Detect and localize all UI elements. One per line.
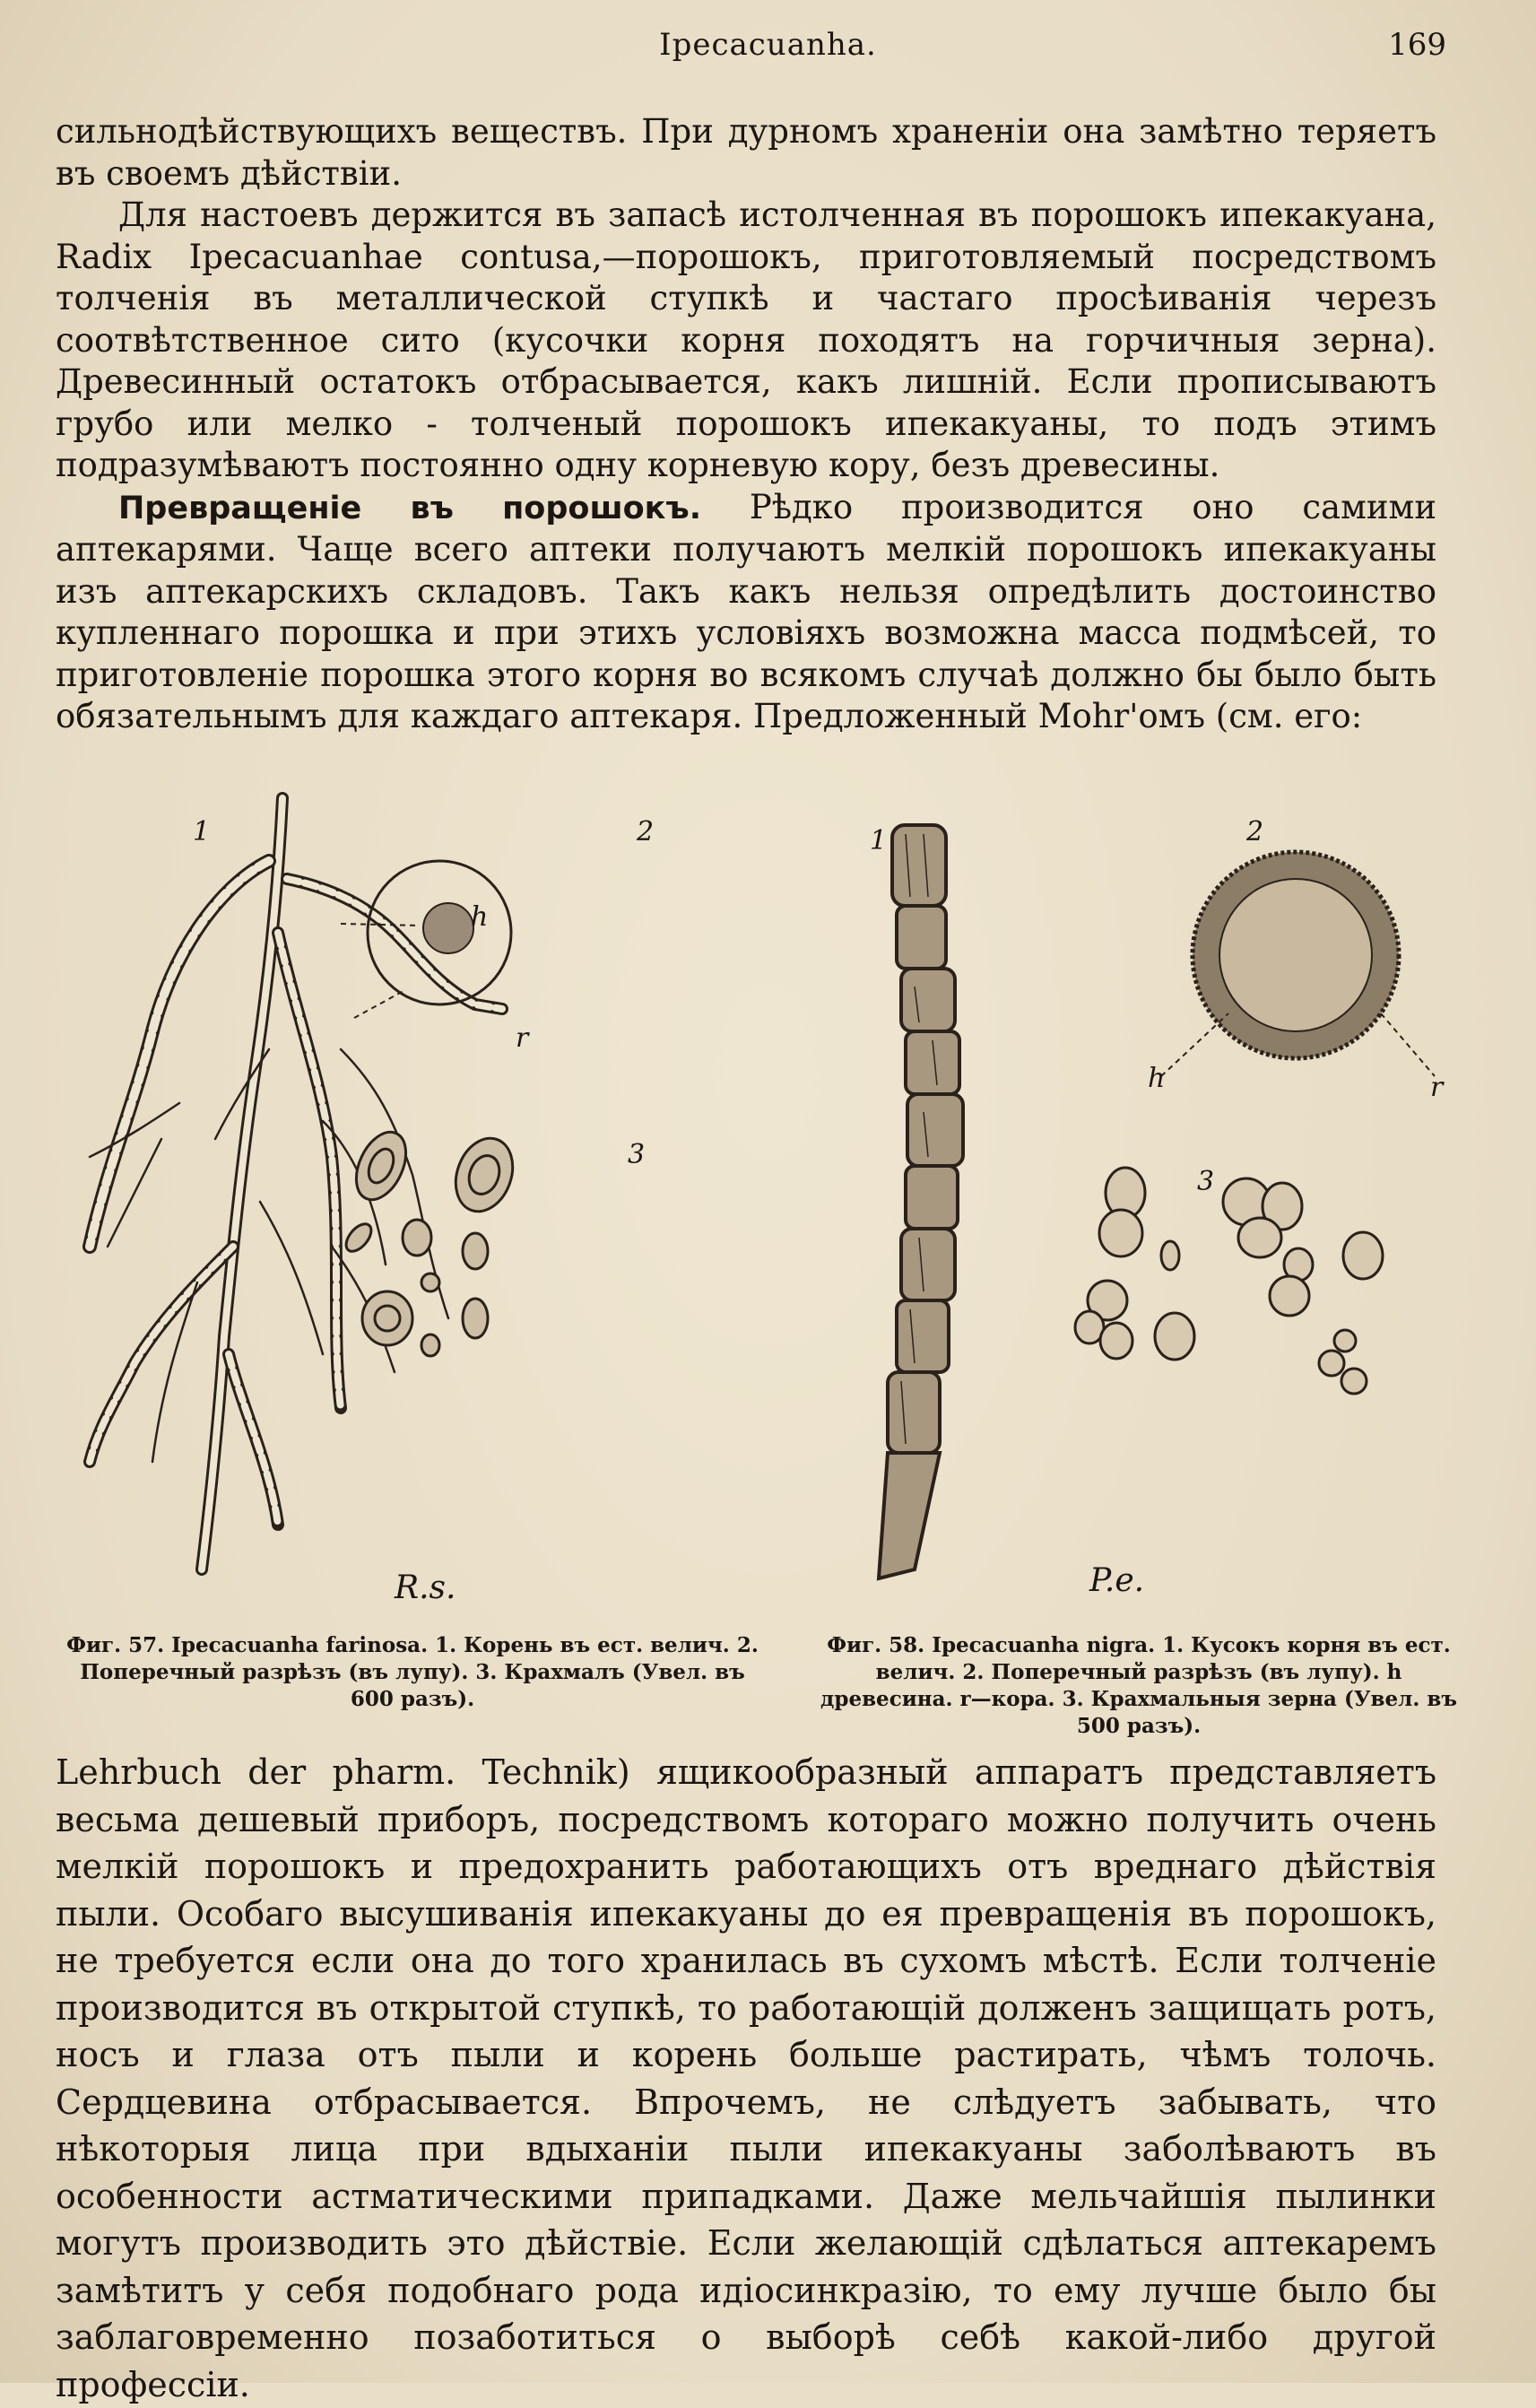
figure-58-illustration bbox=[807, 807, 1471, 1614]
figure-58 bbox=[807, 807, 1471, 1738]
fig58-label-2: 2 bbox=[1246, 816, 1264, 848]
figure-58-caption: Фиг. 58. Ipecacuanha nigra. 1. Кусокъ корня въ ест. велич. 2. Поперечный разрѣзъ (въ лупу). h древесина. r—кора. 3. Крахмальныя зерна (Увел. въ 500 разъ). bbox=[820, 1633, 1457, 1738]
paragraph-continuation: сильнодѣйствующихъ веществъ. При дурномъ храненіи она замѣтно теряетъ въ своемъ дѣйствіи. bbox=[56, 112, 1436, 193]
running-head bbox=[54, 20, 1482, 74]
figure-57-caption: Фиг. 57. Ipecacuanha farinosa. 1. Корень въ ест. велич. 2. Поперечный разрѣзъ (въ лупу). 3. Крахмалъ (Увел. въ 600 разъ). bbox=[66, 1633, 759, 1711]
running-title: Ipecacuanha. bbox=[659, 27, 877, 63]
fig57-label-3: 3 bbox=[628, 1139, 646, 1170]
fig57-label-h: h bbox=[471, 901, 489, 933]
fig58-label-h: h bbox=[1148, 1063, 1166, 1094]
fig57-engraver-signature: R.s. bbox=[395, 1569, 456, 1606]
fig57-label-2: 2 bbox=[637, 816, 655, 848]
fig57-label-1: 1 bbox=[193, 816, 211, 848]
bottom-text-block bbox=[56, 1749, 1436, 2408]
page-number: 169 bbox=[1388, 27, 1446, 63]
paragraph-infusions: Для настоевъ держится въ запасѣ истолченная въ порошокъ ипекакуана, Radix Ipecacuanhae contusa,—порошокъ, приготовляемый посредствомъ толченія въ металлической ступкѣ и частаго просѣиванія черезъ соотвѣтственное сито (кусочки корня походятъ на горчичныя зерна). Древесинный остатокъ отбрасывается, какъ лишній. Если прописываютъ грубо или мелко - толченый порошокъ ипекакуаны, то подъ этимъ подразумѣваютъ постоянно одну корневую кору, безъ древесины. bbox=[56, 196, 1436, 484]
fig58-label-1: 1 bbox=[870, 825, 888, 856]
paragraph-apparatus: Lehrbuch der pharm. Technik) ящикообразный аппаратъ представляетъ весьма дешевый приборъ, посредствомъ котораго можно получить очень мелкій порошокъ и предохранить работающихъ отъ вреднаго дѣйствія пыли. Особаго высушиванія ипекакуаны до ея превращенія въ порошокъ, не требуется если она до того хранилась въ сухомъ мѣстѣ. Если толченіе производится въ открытой ступкѣ, то работающій долженъ защищать ротъ, носъ и глаза отъ пыли и корень больше растирать, чѣмъ толочь. Сердцевина отбрасывается. Впрочемъ, не слѣдуетъ забывать, что нѣкоторыя лица при вдыханіи пыли ипекакуаны заболѣваютъ въ особенности астматическими припадками. Даже мельчайшія пылинки могутъ производить это дѣйствіе. Если желающій сдѣлаться аптекаремъ замѣтитъ у себя подобнаго рода идіосинкразію, то ему лучше было бы заблаговременно позаботиться о выборѣ себѣ какой-либо другой профессіи. bbox=[56, 1752, 1436, 2404]
figure-57 bbox=[54, 780, 771, 1722]
fig58-engraver-signature: P.e. bbox=[1089, 1562, 1145, 1599]
fig57-label-r: r bbox=[516, 1022, 529, 1054]
fig58-label-3: 3 bbox=[1197, 1166, 1215, 1197]
fig58-label-r: r bbox=[1430, 1072, 1444, 1103]
top-text-block bbox=[56, 111, 1436, 738]
paragraph-powdering bbox=[56, 487, 1436, 738]
paragraph-powdering-text: Рѣдко производится оно самими аптекарями. Чаще всего аптеки получаютъ мелкій порошокъ ипекакуаны изъ аптекарскихъ складовъ. Такъ какъ нельзя опредѣлить достоинство купленнаго порошка и при этихъ условіяхъ возможна масса подмѣсей, то приготовленіе порошка этого корня во всякомъ случаѣ должно бы было быть обязательнымъ для каждаго аптекаря. Предложенный Mohr'омъ (см. его: bbox=[56, 487, 1436, 735]
run-in-heading: Превращеніе въ порошокъ. bbox=[118, 490, 702, 526]
figure-57-illustration bbox=[54, 780, 771, 1632]
